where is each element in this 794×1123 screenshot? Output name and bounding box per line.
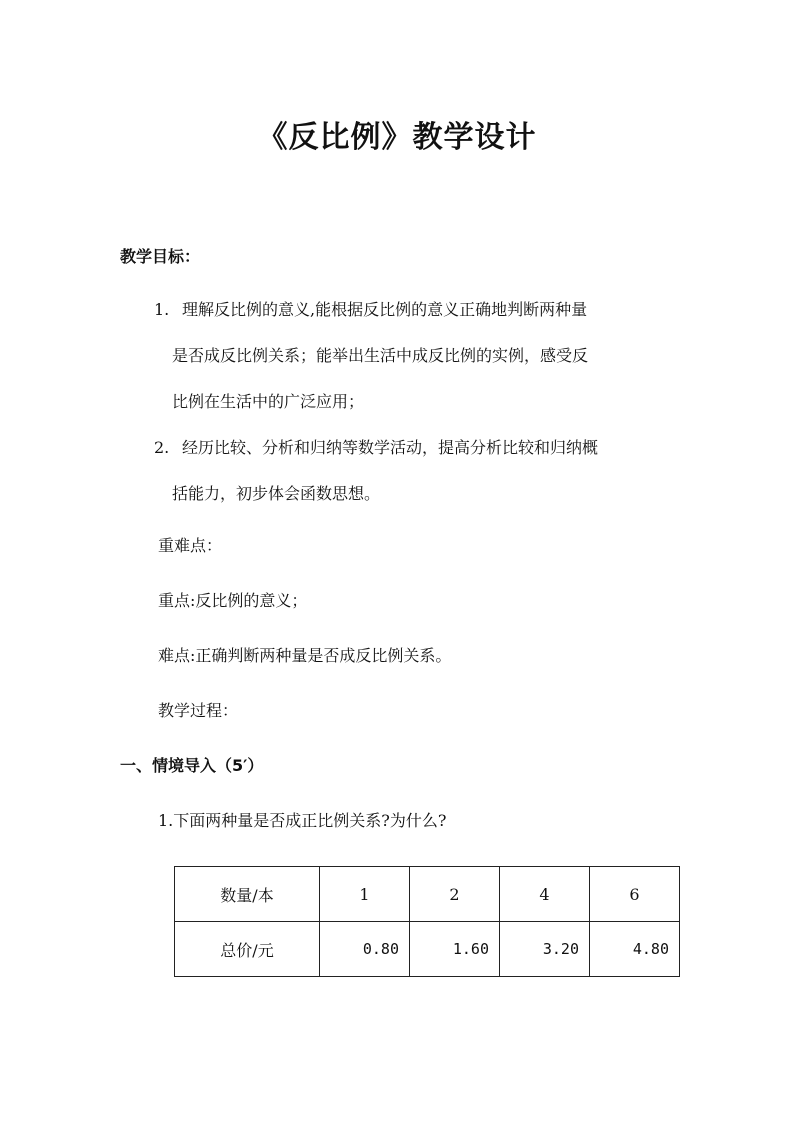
table-row xyxy=(175,867,680,922)
objective-2-line-1 xyxy=(154,436,694,482)
table-row-label: 总价/元 xyxy=(175,922,320,977)
key-difficult-label: 重难点： xyxy=(158,536,223,555)
objective-1-line-2: 是否成反比例关系；能举出生活中成反比例的实例，感受反 xyxy=(172,346,589,365)
table-cell: 3.20 xyxy=(500,922,590,977)
objective-item-2 xyxy=(154,436,694,528)
table-cell: 2 xyxy=(410,867,500,922)
difficult-point: 难点:正确判断两种量是否成反比例关系。 xyxy=(158,646,452,665)
key-point: 重点:反比例的意义； xyxy=(158,591,308,610)
objective-1-line-1 xyxy=(154,298,694,344)
objective-1-number: 1. xyxy=(154,300,170,319)
table-cell: 0.80 xyxy=(320,922,410,977)
objective-2-line-2: 括能力，初步体会函数思想。 xyxy=(172,484,381,503)
quantity-price-table xyxy=(174,866,680,977)
page-title: 《反比例》教学设计 xyxy=(257,120,537,155)
objective-1-text-line-1: 理解反比例的意义,能根据反比例的意义正确地判断两种量 xyxy=(182,300,588,319)
objective-1-line-3: 比例在生活中的广泛应用； xyxy=(172,392,365,411)
objectives-heading: 教学目标： xyxy=(120,247,201,266)
table-cell: 1.60 xyxy=(410,922,500,977)
table-cell: 6 xyxy=(590,867,680,922)
table-cell: 1 xyxy=(320,867,410,922)
table-row xyxy=(175,922,680,977)
table-cell: 4 xyxy=(500,867,590,922)
table-cell: 4.80 xyxy=(590,922,680,977)
objective-item-1 xyxy=(154,298,694,436)
objective-2-text-line-1: 经历比较、分析和归纳等数学活动，提高分析比较和归纳概 xyxy=(182,438,599,457)
question-one: 1.下面两种量是否成正比例关系?为什么? xyxy=(158,811,447,830)
objective-2-number: 2. xyxy=(154,438,170,457)
section-one-heading: 一、情境导入（5′） xyxy=(120,756,264,775)
process-label: 教学过程： xyxy=(158,701,239,720)
table-row-label: 数量/本 xyxy=(175,867,320,922)
